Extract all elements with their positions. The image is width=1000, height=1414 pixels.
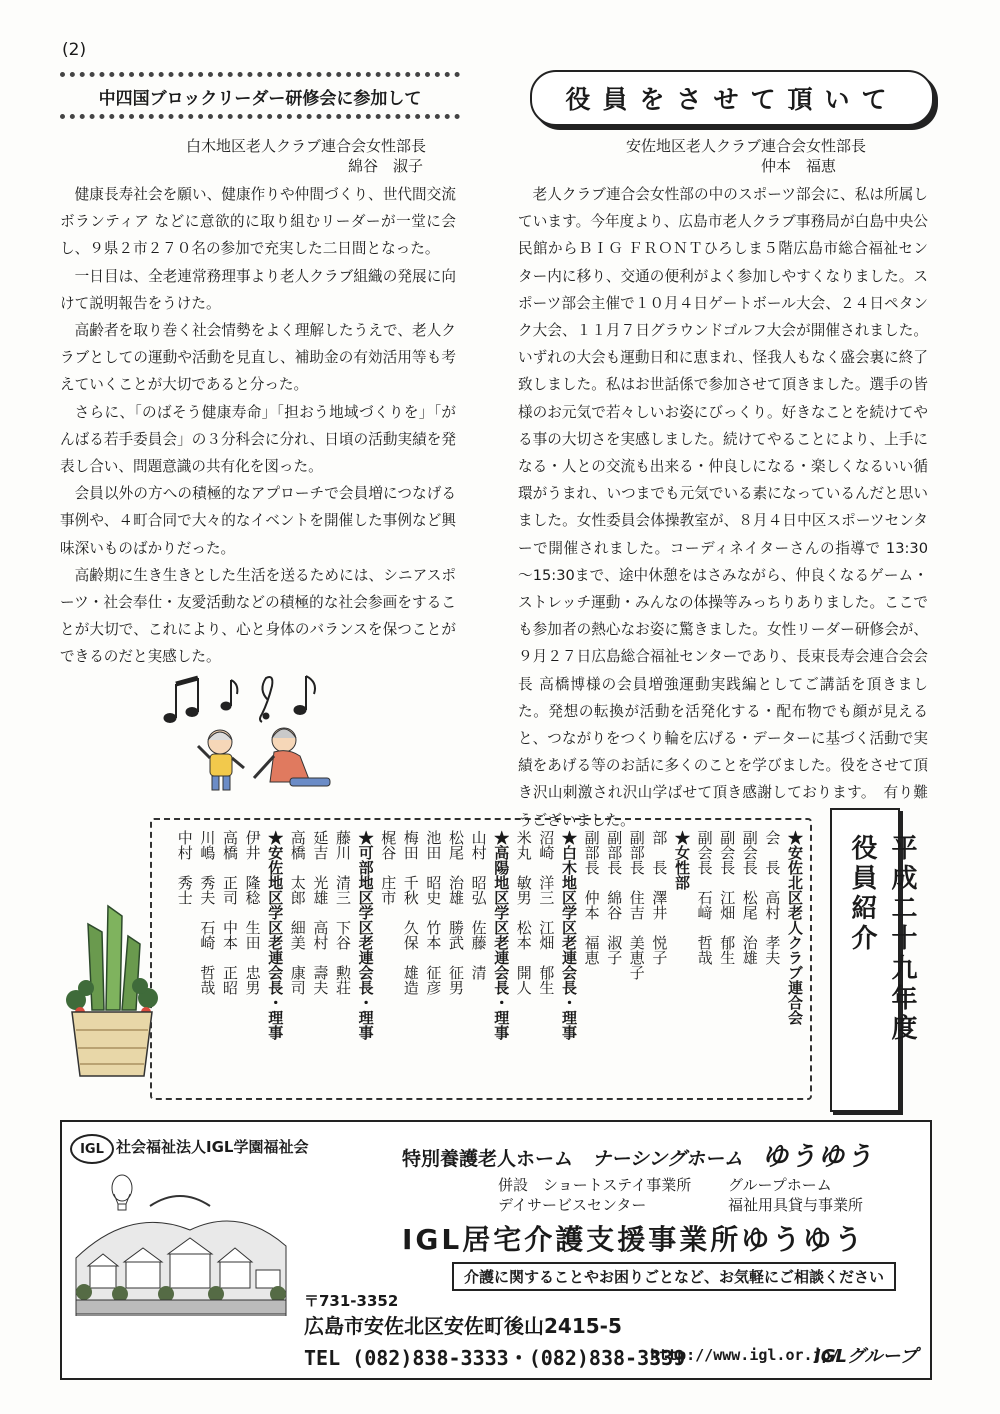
author-name: 仲本 福恵 [760, 157, 836, 175]
roster-entry: 副部長 住吉 美恵子 [627, 830, 646, 980]
roster-banner [830, 808, 917, 1112]
author-affiliation: 安佐地区老人クラブ連合会女性部長 [626, 137, 867, 155]
music-note-icon [164, 676, 315, 723]
paragraph: 高齢期に生き生きとした生活を送るためには、シニアスポーツ・社会奉仕・友愛活動などの積極的な社会参画をすることが大切で、これにより、心と身体のバランスを保つことができるのだと実感した。 [60, 566, 456, 666]
roster-entry: 会 長 高村 孝夫 [763, 830, 782, 965]
elderly-person-right [254, 728, 330, 786]
roster-entry: 延吉 光雄 高村 壽夫 [311, 830, 330, 995]
roster-section-heading: ★可部地区学区老連会長・理事 [356, 830, 375, 1040]
service-item: 福祉用具貸与事業所 [728, 1196, 864, 1214]
igl-group-brand: IGLグループ [814, 1346, 918, 1367]
paragraph: 老人クラブ連合会女性部の中のスポーツ部会に、私は所属しています。今年度より、広島市老人クラブ事務局が白島中央公民館からＢＩＧ ＦＲＯＮＴひろしま５階広島市総合福祉センター内に移り、交通の便利がよく参加しやすくなりました。スポーツ部会主催で１０月４日ゲートボール大会、２４日ペタンク大会、１１月７日グラウンドゴルフ大会が開催されました。いずれの大会も運動日和に恵まれ、怪我人もなく盛会裏に終了致しました。私はお世話係で参加させて頂きました。選手の皆様のお元気で若々しいお姿にびっくり。好きなことを続けてやる事の大切さを実感しました。続けてやることにより、上手になる・人との交流も出来る・仲良しになる・楽しくなるいい循環がうまれ、いつまでも元気でいる素になっているんだと思いました。女性委員会体操教室が、８月４日中区スポーツセンターで開催されました。コーディネイターさんの指導で 13:30～15:30まで、途中休憩をはさみながら、仲良くなるゲーム・ストレッチ運動・みんなの体操等みっちりありました。ここでも参加者の熱心なお姿に驚きました。女性リーダー研修会が、９月２７日広島総合福祉センターであり、長束長寿会連合会会長 高橋博様の会員増強運動実践編としてご講話を頂きました。発想の転換が活動を活発化する・配布物でも顔が見えると、つながりをつくり輪を広げる・データーに基づく活動で実績をあげる等のお話に多くのことを学びました。役をさせて頂き沢山刺激され沢山学ばせて頂き感謝しております。 有り難うございました。 [518, 186, 928, 829]
roster-entry: 沼崎 洋三 江畑 郁生 [537, 830, 556, 995]
roster-section-heading: ★白木地区学区老連会長・理事 [560, 830, 578, 1040]
service-item: デイサービスセンター [498, 1196, 647, 1214]
roster-entry: 高橋 太郎 細美 康司 [288, 830, 307, 995]
facility-heading [402, 1136, 874, 1173]
title-divider-bottom [60, 114, 460, 119]
igl-logo-text: IGL [80, 1141, 104, 1157]
roster-entry: 伊井 隆稔 生田 忠男 [243, 830, 262, 995]
organization-name: 社会福祉法人IGL学園福祉会 [116, 1138, 309, 1156]
website-link[interactable]: http://www.igl.or.jp/ [650, 1346, 840, 1364]
roster-entry: 池田 昭史 竹本 征彦 [424, 830, 443, 995]
roster-entry: 副部長 仲本 福恵 [582, 830, 601, 965]
office-name: IGL居宅介護支援事業所ゆうゆう [402, 1223, 866, 1256]
roster-entry: 中村 秀士 [175, 830, 194, 905]
roster-section-heading: ★女性部 [673, 830, 691, 890]
facility-type: 特別養護老人ホーム [402, 1148, 574, 1170]
roster-entry: 梅田 千秋 久保 雄造 [401, 830, 420, 995]
facility-sub: ナーシングホーム [592, 1148, 743, 1170]
kadomatsu-illustration [58, 900, 166, 1080]
straw-base [72, 1012, 152, 1076]
postal-code: 〒731-3352 [304, 1292, 399, 1310]
igl-logo [70, 1134, 114, 1164]
paragraph: 一日目は、全老連常務理事より老人クラブ組織の発展に向けて説明報告をうけた。 [60, 267, 456, 312]
left-article-body [60, 181, 456, 671]
roster-section-heading: ★安佐北区老人クラブ連合会 [786, 830, 804, 1025]
author-name: 綿谷 淑子 [347, 157, 423, 175]
roster-section-heading: ★安佐地区学区老連会長・理事 [266, 830, 285, 1040]
roster-entry: 山村 昭弘 佐藤 清 [469, 830, 488, 980]
phone-numbers: TEL (082)838-3333・(082)838-3339 [304, 1346, 686, 1370]
right-article-title: 役員をさせて頂いて [530, 70, 934, 126]
roster-entry: 副会長 江畑 郁生 [718, 830, 737, 965]
town-illustration [70, 1166, 292, 1316]
page-number: (2) [62, 40, 87, 60]
paragraph: さらに、「のばそう健康寿命」「担おう地域づくりを」「がんばる若手委員会」の３分科会に分れ、日頃の活動実績を発表し合い、問題意識の共有化を図った。 [60, 403, 456, 476]
paragraph: 高齢者を取り巻く社会情勢をよく理解したうえで、老人クラブとしての運動や活動を見直し、補助金の有効活用等も考えていくことが大切であると分った。 [60, 322, 456, 394]
roster-entry: 松尾 治雄 勝武 征男 [447, 830, 465, 995]
paragraph: 健康長寿社会を願い、健康作りや仲間づくり、世代間交流ボランティア などに意欲的に取り組むリーダーが一堂に会し、９県２市２７０名の参加で充実した二日間となった。 [60, 186, 456, 258]
service-item: 併設 ショートステイ事業所 [498, 1176, 692, 1194]
roster-entry: 梶谷 庄市 [379, 830, 398, 905]
title-divider-top [60, 72, 460, 77]
facility-name: ゆうゆう [761, 1142, 874, 1172]
left-article-title: 中四国ブロックリーダー研修会に参加して [98, 89, 422, 109]
elderly-person-left [198, 730, 244, 790]
roster-banner-title: 平成二十九年度 役員紹介 [847, 834, 917, 1044]
advertisement [60, 1120, 932, 1380]
roster-entry: 副部長 綿谷 淑子 [605, 830, 624, 965]
roster-entry: 米丸 敏男 松本 開人 [514, 830, 533, 995]
roster-section-heading: ★高陽地区学区老連会長・理事 [492, 830, 511, 1040]
roster-entry: 副会長 石﨑 哲哉 [695, 830, 714, 965]
right-article-body [518, 181, 928, 834]
roster-entry: 藤川 清三 下谷 勲荘 [334, 830, 352, 995]
address: 広島市安佐北区安佐町後山2415-5 [304, 1314, 622, 1338]
exercise-illustration [150, 670, 350, 795]
service-item: グループホーム [728, 1176, 832, 1194]
roster-entry: 副会長 松尾 治雄 [740, 830, 759, 965]
roster-entry: 部 長 澤井 悦子 [650, 830, 669, 965]
right-article-byline [560, 136, 880, 176]
left-article-byline [150, 136, 455, 176]
paragraph: 会員以外の方への積極的なアプローチで会員増につなげる事例や、４町合同で大々的なイベントを開催した事例など興味深いものばかりだった。 [60, 485, 456, 557]
roster-entry: 川嶋 秀夫 石崎 哲哉 [198, 830, 217, 995]
balloon-icon [112, 1175, 132, 1210]
author-affiliation: 白木地区老人クラブ連合会女性部長 [186, 137, 427, 155]
consult-message: 介護に関することやお困りごとなど、お気軽にご相談ください [452, 1262, 896, 1291]
roster-entry: 高橋 正司 中本 正昭 [221, 830, 239, 995]
